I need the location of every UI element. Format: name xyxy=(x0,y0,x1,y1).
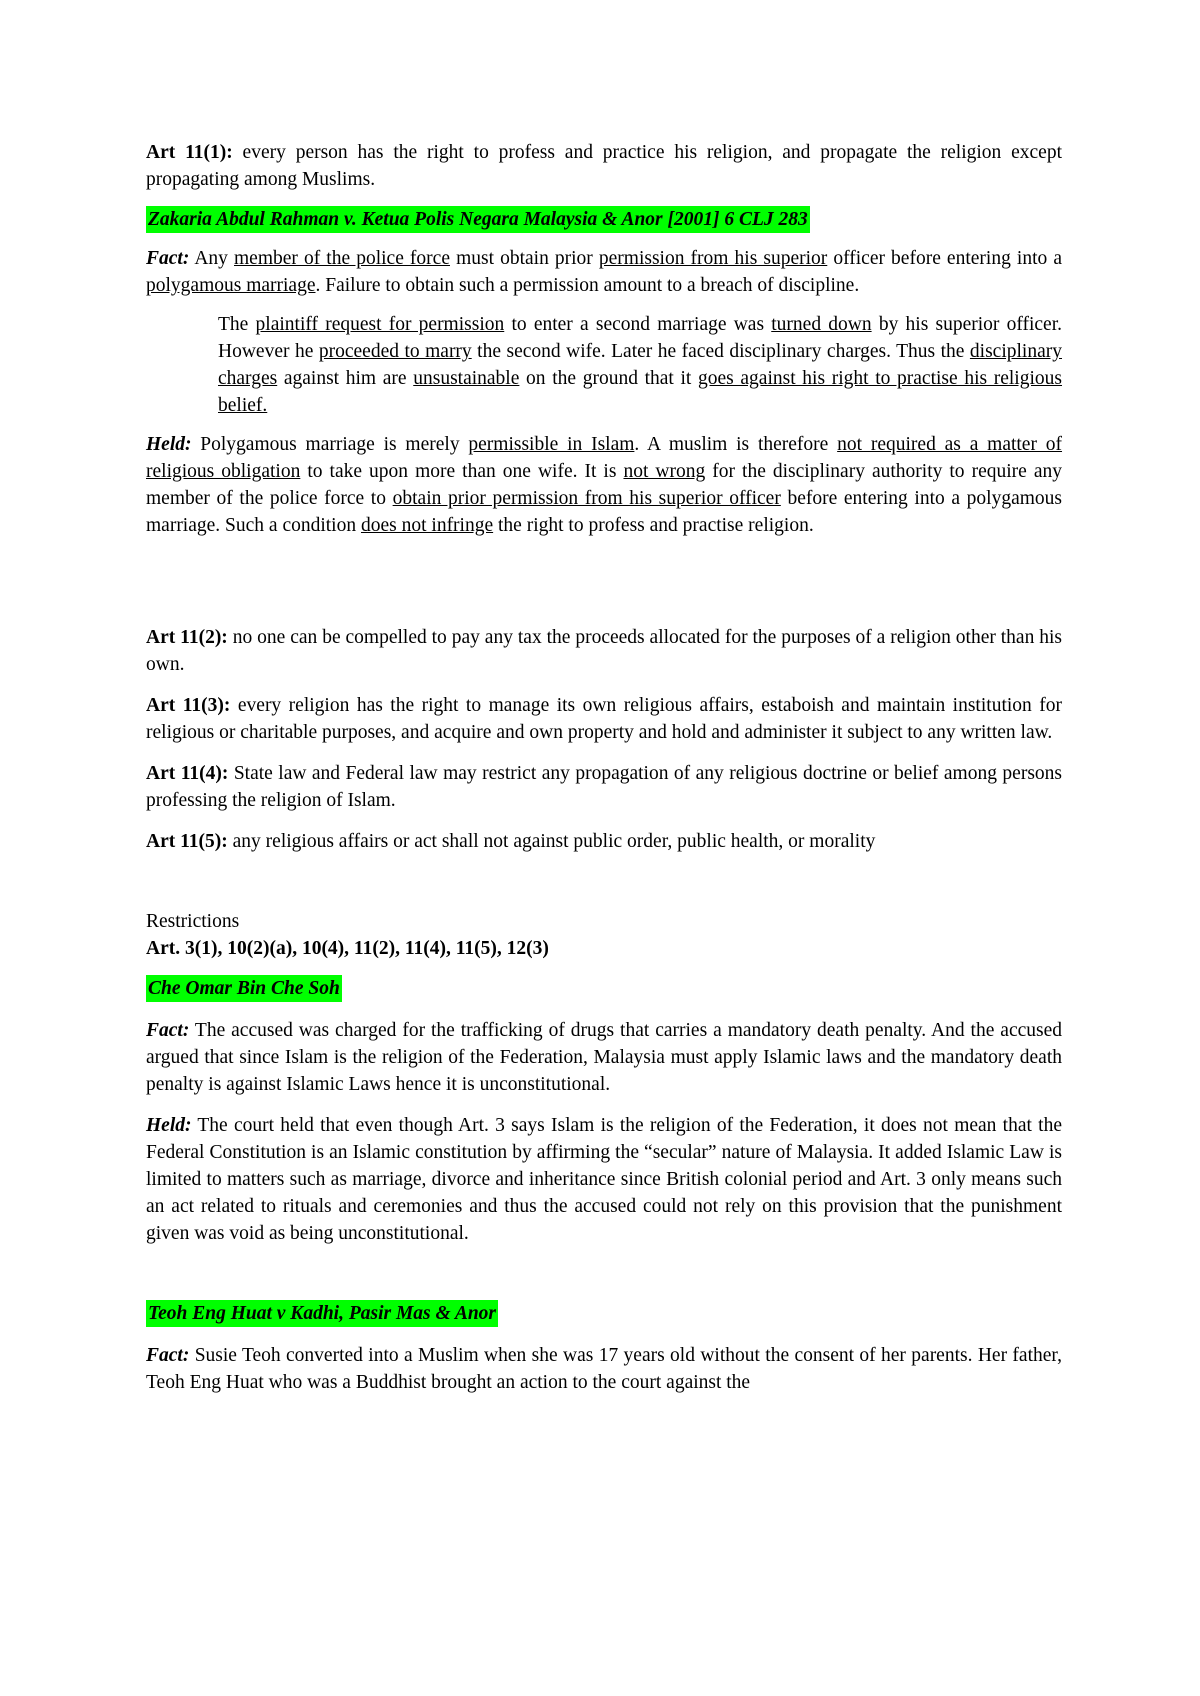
detail-text: the second wife. Later he faced disciplinary charges. Thus the xyxy=(471,341,970,362)
detail-underlined: turned down xyxy=(771,314,872,335)
held-text: for the disciplinary authority to require any member of the police force to xyxy=(146,461,1062,509)
art-11-2-text: no one can be compelled to pay any tax the proceeds allocated for the purposes of a religion other than his own. xyxy=(146,627,1063,675)
fact-text: The accused was charged for the trafficking of drugs that carries a mandatory death penalty. And the accused argued that since Islam is the religion of the Federation, Malaysia must apply Islamic laws and the mandatory death penalty is against Islamic Laws hence it is unconstitutional. xyxy=(146,1020,1062,1095)
document-page xyxy=(146,142,1063,1396)
detail-text: on the ground that it xyxy=(519,368,698,389)
detail-underlined: unsustainable xyxy=(413,368,520,389)
detail-underlined: plaintiff request for permission xyxy=(255,314,505,335)
case-teoh-title: Teoh Eng Huat v Kadhi, Pasir Mas & Anor xyxy=(146,1300,498,1327)
case-zakaria-fact xyxy=(146,245,1062,299)
case-che-omar-held xyxy=(146,1112,1062,1247)
detail-text: by his superior officer. However he xyxy=(218,314,1062,362)
art-11-1-paragraph xyxy=(146,139,1062,193)
case-teoh-fact xyxy=(146,1342,1062,1396)
fact-label: Fact: xyxy=(146,1020,190,1041)
art-11-3-text: every religion has the right to manage its own religious affairs, estaboish and maintain institution for religious or charitable purposes, and acquire and own property and hold and administer it subject to any written law. xyxy=(146,695,1063,743)
case-teoh-title-row xyxy=(146,1300,1062,1327)
held-underlined: not required as a matter of religious obligation xyxy=(146,434,1063,482)
art-11-1-text: every person has the right to profess and practice his religion, and propagate the religion except propagating among Muslims. xyxy=(146,142,1062,190)
fact-underlined: member of the police force xyxy=(234,248,450,269)
detail-text: to enter a second marriage was xyxy=(504,314,772,335)
held-text: . A muslim is therefore xyxy=(634,434,838,455)
detail-underlined: goes against his right to practise his religious belief. xyxy=(218,368,1062,416)
fact-text: Any xyxy=(189,248,234,269)
held-text: The court held that even though Art. 3 says Islam is the religion of the Federation, it does not mean that the Federal Constitution is an Islamic constitution by affirming the “secular” nature of Malaysia. It added Islamic Law is limited to matters such as marriage, divorce and inheritance since British colonial period and Art. 3 only means such an act related to rituals and ceremonies and thus the accused could not rely on this provision that the punishment given was void as being unconstitutional. xyxy=(146,1115,1062,1244)
art-11-4-paragraph xyxy=(146,760,1062,814)
art-11-3-paragraph xyxy=(146,692,1062,746)
art-11-4-text: State law and Federal law may restrict any propagation of any religious doctrine or belief among persons professing the religion of Islam. xyxy=(146,763,1062,811)
case-che-omar-title-row xyxy=(146,975,1062,1002)
fact-text: officer before entering into a xyxy=(827,248,1062,269)
detail-underlined: disciplinary charges xyxy=(218,341,1062,389)
case-zakaria-title-row xyxy=(146,206,1062,233)
held-underlined: does not infringe xyxy=(360,515,494,536)
art-11-3-label: Art 11(3): xyxy=(146,695,231,716)
case-che-omar-title: Che Omar Bin Che Soh xyxy=(146,975,342,1002)
case-zakaria-facts-detail xyxy=(218,311,1062,419)
art-11-5-label: Art 11(5): xyxy=(146,831,228,852)
fact-text: . Failure to obtain such a permission amount to a breach of discipline. xyxy=(315,275,860,296)
art-11-1-label: Art 11(1): xyxy=(146,142,233,163)
held-label: Held: xyxy=(146,1115,192,1136)
held-text: before entering into a polygamous marriage. Such a condition xyxy=(146,488,1062,536)
restrictions-heading: Restrictions xyxy=(146,911,240,932)
art-11-5-text: any religious affairs or act shall not against public order, public health, or morality xyxy=(227,831,876,852)
held-underlined: permissible in Islam xyxy=(468,434,635,455)
detail-text: against him are xyxy=(277,368,414,389)
held-underlined: not wrong xyxy=(623,461,706,482)
held-label: Held: xyxy=(146,434,192,455)
art-11-2-paragraph xyxy=(146,624,1062,678)
fact-text: must obtain prior xyxy=(449,248,599,269)
detail-underlined: proceeded to marry xyxy=(318,341,472,362)
held-underlined: obtain prior permission from his superior officer xyxy=(392,488,781,509)
detail-text: The xyxy=(218,314,256,335)
art-11-2-label: Art 11(2): xyxy=(146,627,228,648)
case-zakaria-title: Zakaria Abdul Rahman v. Ketua Polis Negara Malaysia & Anor [2001] 6 CLJ 283 xyxy=(146,206,810,233)
fact-underlined: permission from his superior xyxy=(598,248,828,269)
fact-label: Fact: xyxy=(146,248,190,269)
held-text: the right to profess and practise religion. xyxy=(493,515,814,536)
case-che-omar-fact xyxy=(146,1017,1062,1098)
fact-underlined: polygamous marriage xyxy=(146,275,316,296)
held-text: Polygamous marriage is merely xyxy=(191,434,469,455)
art-11-5-paragraph xyxy=(146,828,1062,855)
fact-text: Susie Teoh converted into a Muslim when she was 17 years old without the consent of her parents. Her father, Teoh Eng Huat who was a Buddhist brought an action to the court against the xyxy=(146,1345,1062,1393)
held-text: to take upon more than one wife. It is xyxy=(300,461,624,482)
restrictions-articles: Art. 3(1), 10(2)(a), 10(4), 11(2), 11(4), 11(5), 12(3) xyxy=(146,938,549,959)
case-zakaria-held xyxy=(146,431,1062,539)
fact-label: Fact: xyxy=(146,1345,190,1366)
art-11-4-label: Art 11(4): xyxy=(146,763,229,784)
